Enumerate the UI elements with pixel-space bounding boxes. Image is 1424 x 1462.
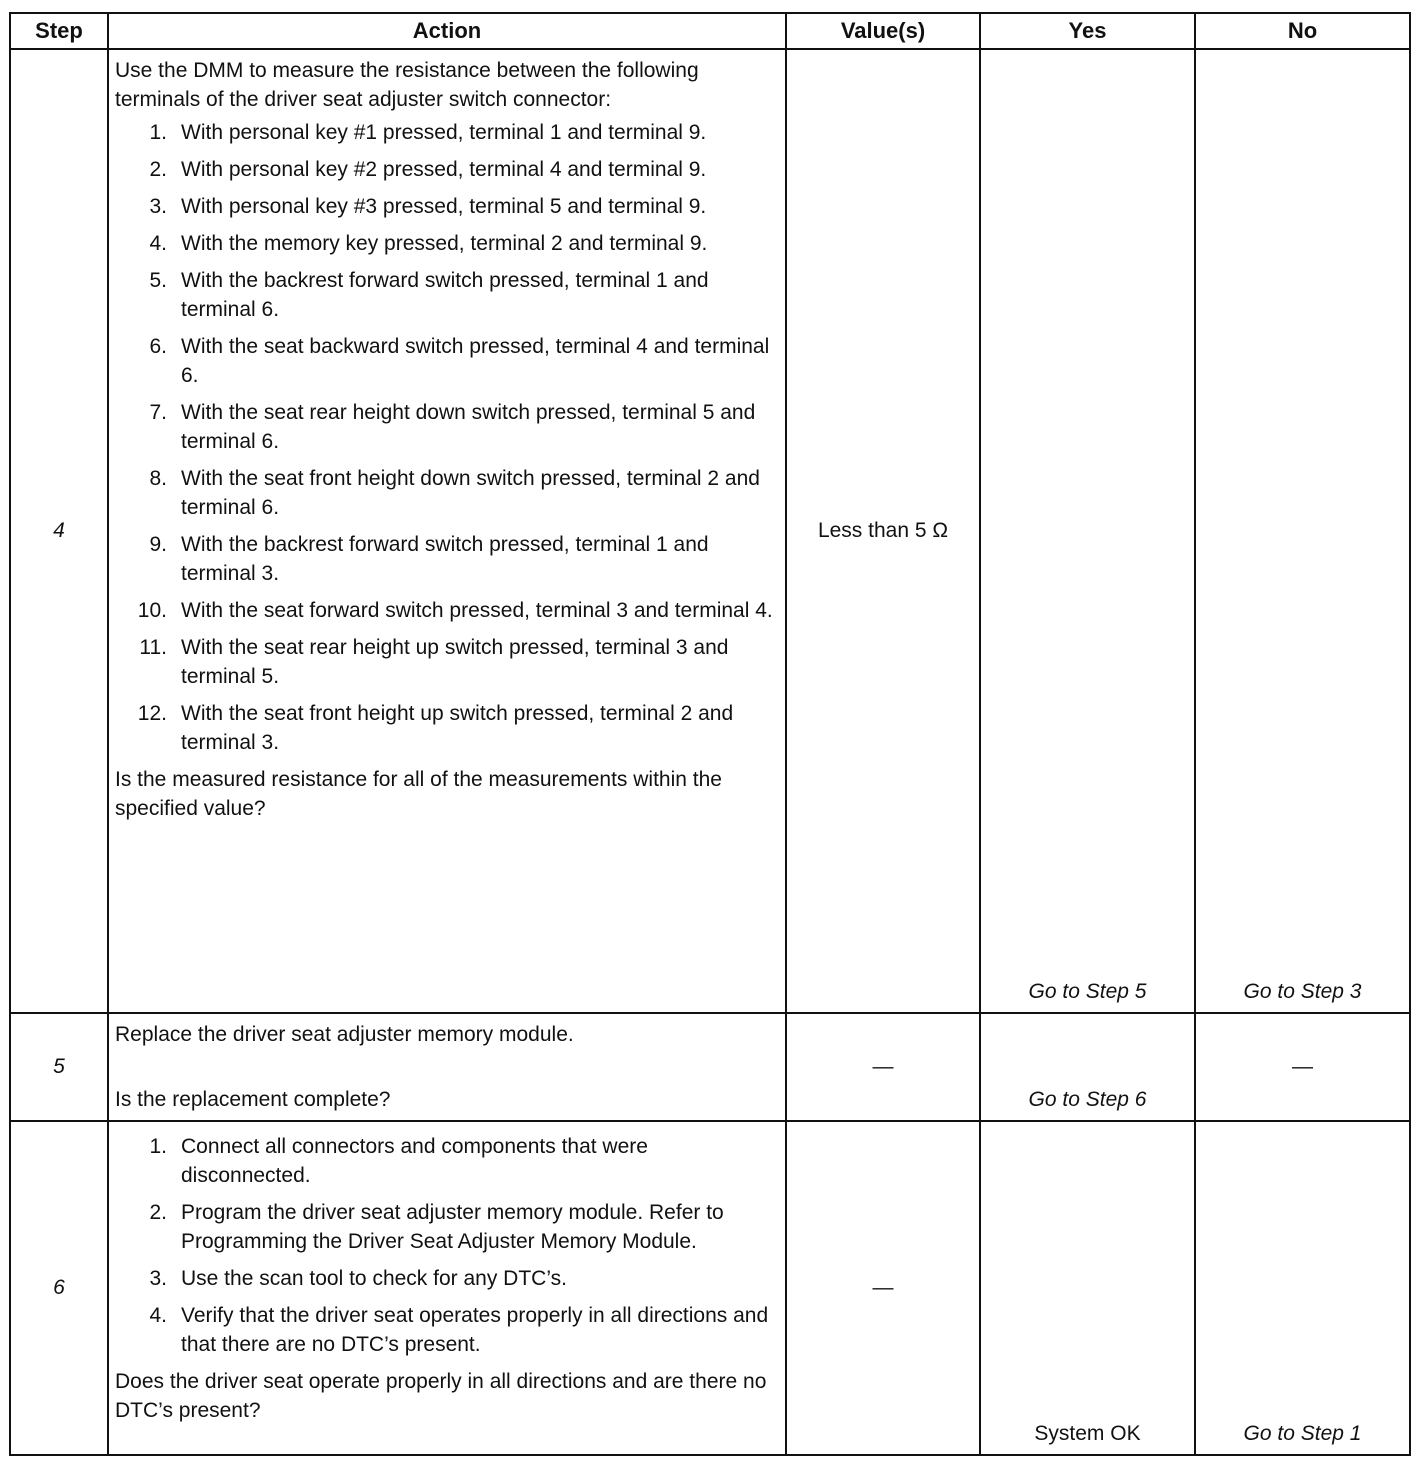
list-item [115,1301,775,1359]
no-result: — [1292,1055,1313,1078]
spacer [115,1049,775,1085]
step-number: 6 [10,1121,108,1455]
list-item [115,633,775,691]
item-text: With the seat rear height up switch pressed, terminal 3 and terminal 5. [181,636,729,688]
action-cell [108,1013,786,1121]
no-cell [1195,1121,1410,1455]
item-text: With the backrest forward switch pressed, terminal 1 and terminal 6. [181,269,709,321]
action-question: Is the replacement complete? [115,1088,391,1111]
no-result: Go to Step 3 [1243,980,1362,1003]
item-text: With the seat backward switch pressed, terminal 4 and terminal 6. [181,335,770,387]
list-item [115,596,775,625]
item-text: With the seat front height down switch pressed, terminal 2 and terminal 6. [181,467,760,519]
item-number: 1. [149,121,167,144]
item-number: 11. [139,636,167,659]
value-cell: Less than 5 Ω [786,49,980,1013]
item-text: With the seat rear height down switch pressed, terminal 5 and terminal 6. [181,401,756,453]
header-values: Value(s) [786,13,980,49]
item-number: 6. [149,335,167,358]
yes-cell [980,49,1195,1013]
table-row [10,1121,1410,1455]
action-cell [108,49,786,1013]
step-number: 4 [10,49,108,1013]
no-cell [1195,1013,1410,1121]
value-cell: — [786,1121,980,1455]
list-item [115,1264,775,1293]
list-item [115,699,775,757]
list-item [115,155,775,184]
header-action: Action [108,13,786,49]
yes-result: Go to Step 6 [1028,1088,1147,1111]
value-cell: — [786,1013,980,1121]
item-number: 12. [137,702,167,725]
item-number: 3. [149,195,167,218]
item-text: With the backrest forward switch pressed, terminal 1 and terminal 3. [181,533,709,585]
list-item [115,530,775,588]
action-question: Is the measured resistance for all of the measurements within the specified value? [115,768,722,820]
item-number: 4. [149,232,167,255]
list-item [115,229,775,258]
item-number: 9. [149,533,167,556]
item-number: 10. [137,599,167,622]
item-text: With the seat forward switch pressed, terminal 3 and terminal 4. [181,599,773,622]
item-text: With the seat front height up switch pressed, terminal 2 and terminal 3. [181,702,734,754]
item-text: With personal key #1 pressed, terminal 1 and terminal 9. [181,121,707,144]
list-item [115,464,775,522]
item-number: 2. [149,1201,167,1224]
item-text: With personal key #2 pressed, terminal 4 and terminal 9. [181,158,707,181]
header-no: No [1195,13,1410,49]
yes-cell [980,1013,1195,1121]
list-item [115,192,775,221]
action-cell [108,1121,786,1455]
action-intro: Use the DMM to measure the resistance between the following terminals of the driver seat adjuster switch connector: [115,59,699,111]
item-text: With personal key #3 pressed, terminal 5 and terminal 9. [181,195,707,218]
list-item [115,1132,775,1190]
item-number: 4. [149,1304,167,1327]
yes-result: Go to Step 5 [1028,980,1147,1003]
item-text: With the memory key pressed, terminal 2 and terminal 9. [181,232,708,255]
no-cell [1195,49,1410,1013]
item-number: 5. [149,269,167,292]
diagnostic-table [9,12,1411,1456]
step-number: 5 [10,1013,108,1121]
item-number: 1. [149,1135,167,1158]
table-row [10,49,1410,1013]
header-row [10,13,1410,49]
action-list [115,1132,775,1359]
diagnostic-table-container [9,12,1411,1456]
action-intro: Replace the driver seat adjuster memory module. [115,1023,574,1046]
item-text: Program the driver seat adjuster memory module. Refer to Programming the Driver Seat Adjuster Memory Module. [181,1201,724,1253]
header-yes: Yes [980,13,1195,49]
item-text: Connect all connectors and components that were disconnected. [181,1135,648,1187]
yes-result: System OK [1034,1422,1141,1445]
list-item [115,398,775,456]
header-step: Step [10,13,108,49]
list-item [115,332,775,390]
no-result: Go to Step 1 [1243,1422,1362,1445]
action-list [115,118,775,757]
action-question: Does the driver seat operate properly in all directions and are there no DTC’s present? [115,1370,767,1422]
list-item [115,266,775,324]
yes-cell [980,1121,1195,1455]
list-item [115,1198,775,1256]
item-number: 7. [149,401,167,424]
item-number: 8. [149,467,167,490]
item-number: 2. [149,158,167,181]
item-number: 3. [149,1267,167,1290]
table-row [10,1013,1410,1121]
list-item [115,118,775,147]
item-text: Verify that the driver seat operates properly in all directions and that there are no DTC’s present. [181,1304,769,1356]
item-text: Use the scan tool to check for any DTC’s. [181,1267,567,1290]
